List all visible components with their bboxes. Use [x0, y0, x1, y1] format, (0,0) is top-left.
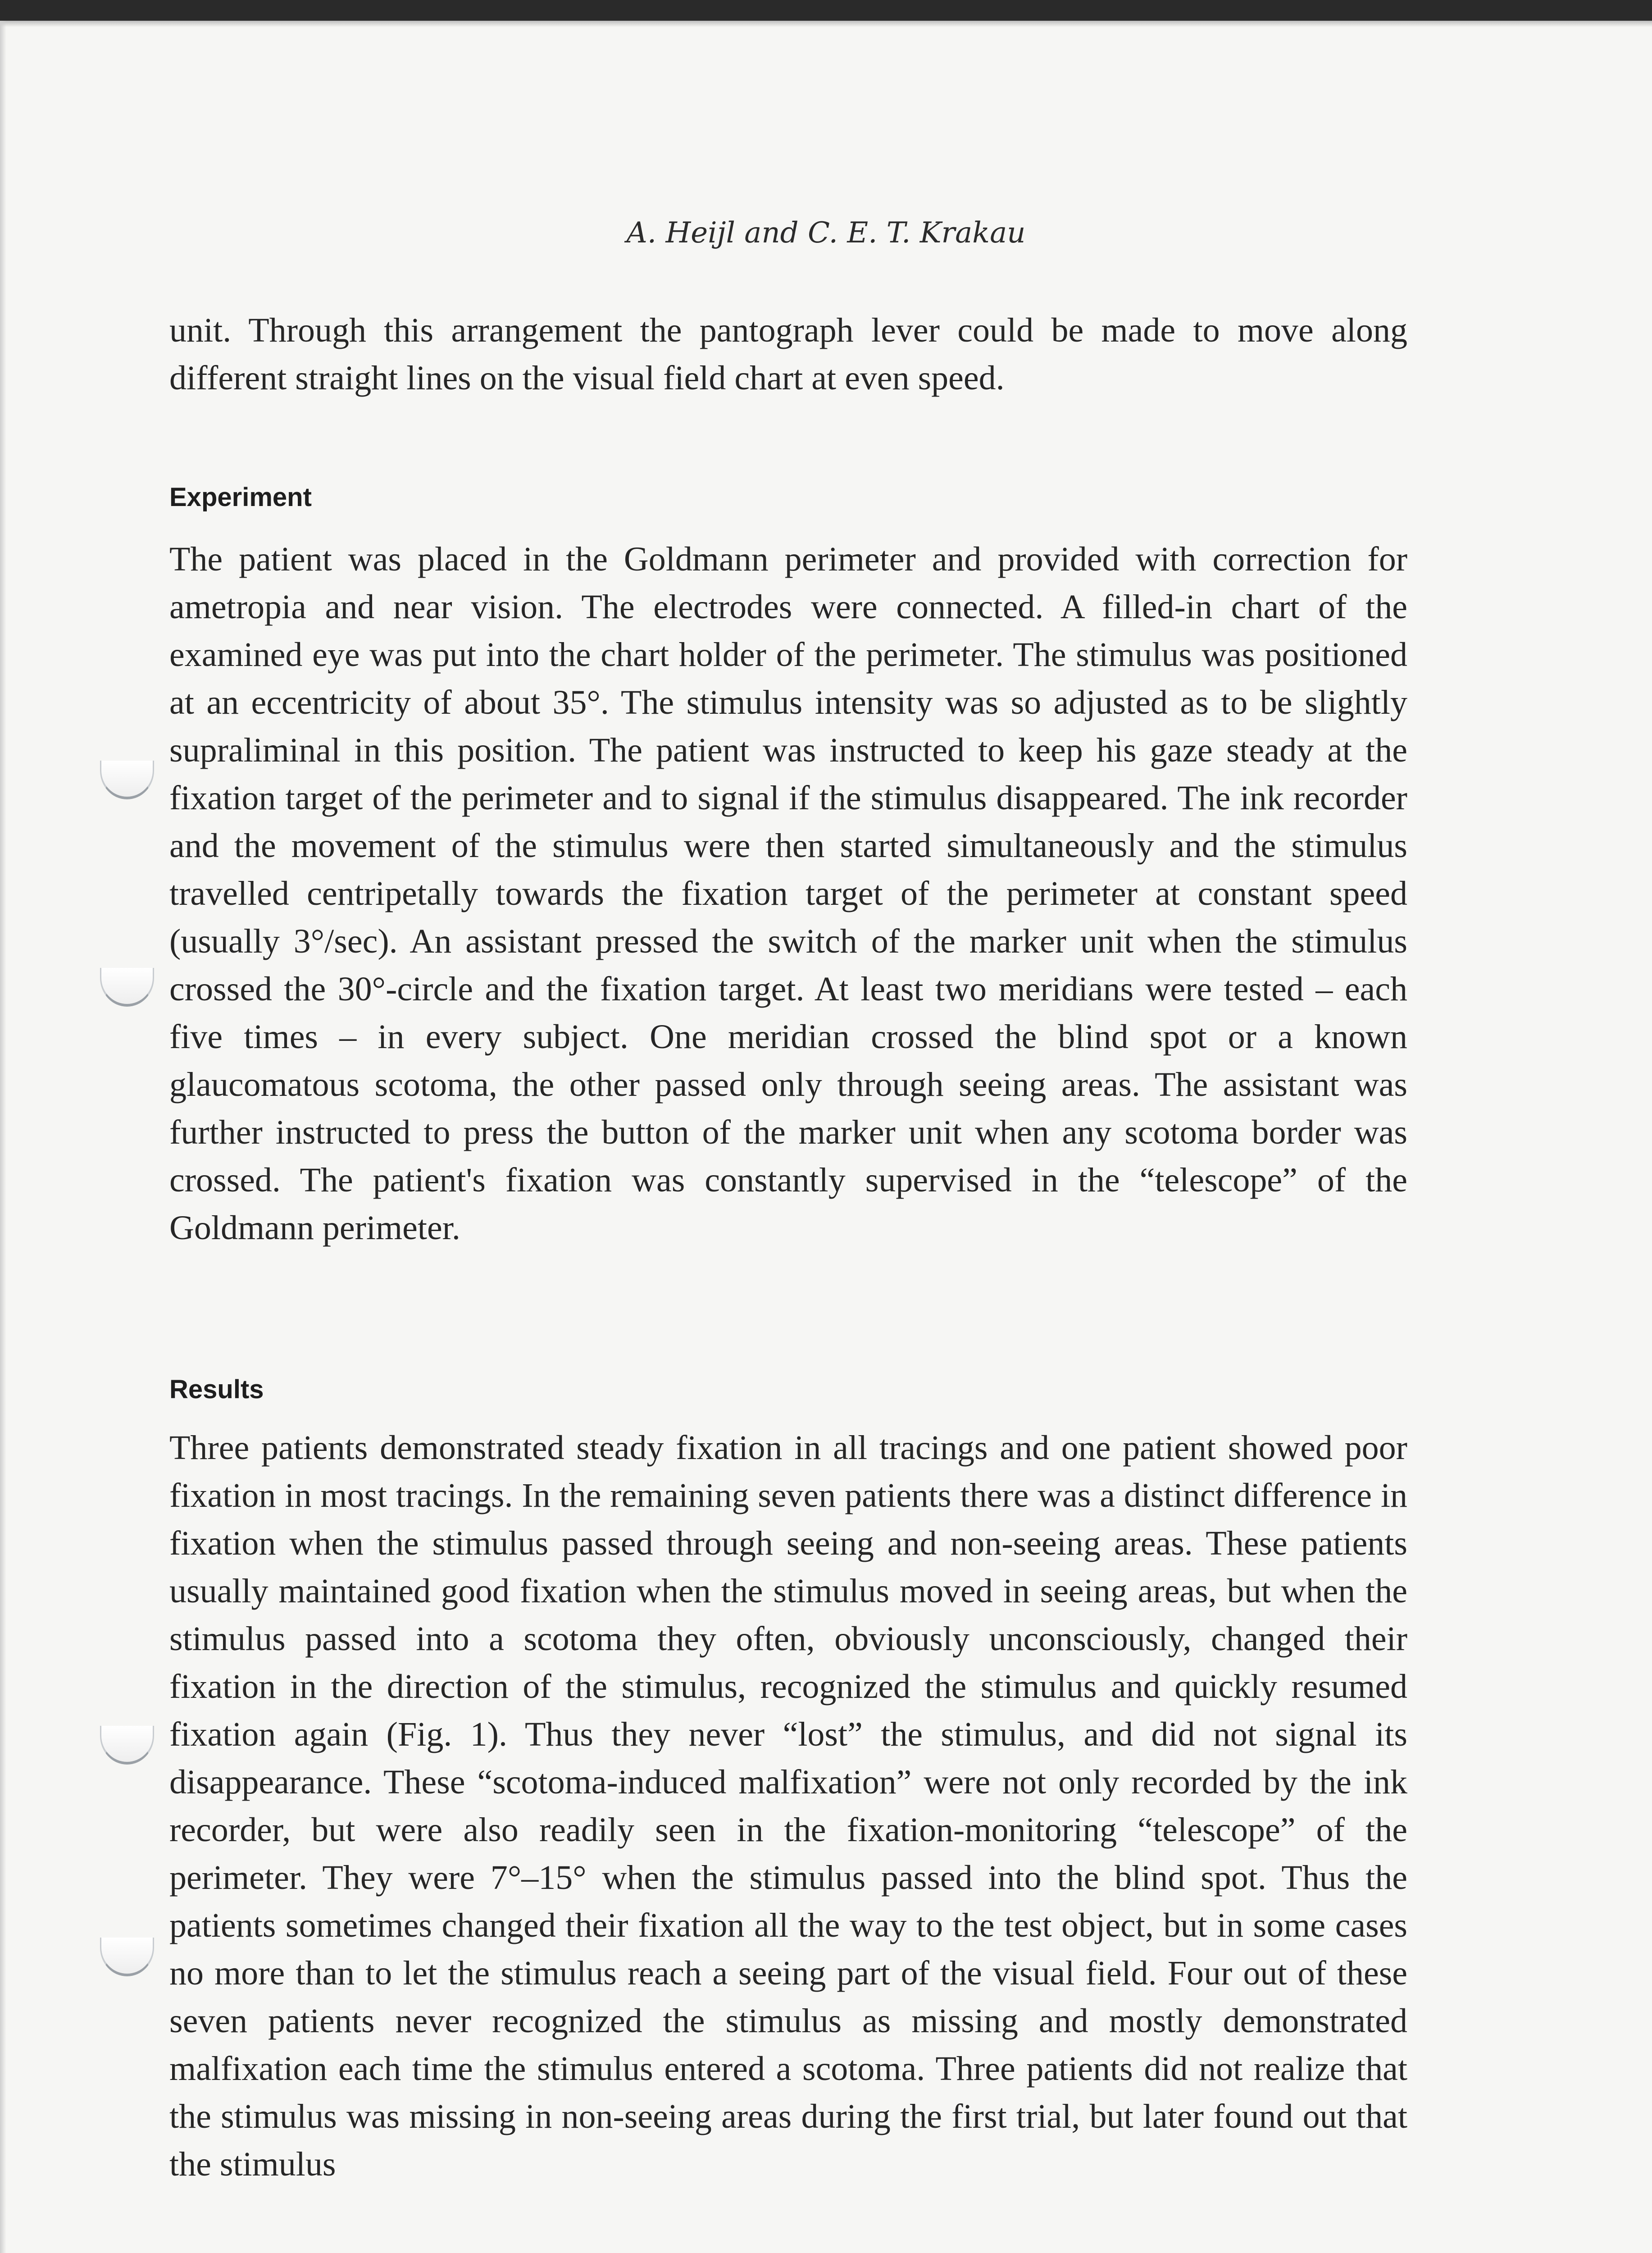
results-paragraph: Three patients demonstrated steady fixation in all tracings and one patient showed poor fixation in most tracings. In the remaining seven patients there was a distinct difference in fixation when the stimulus passed through seeing and non-seeing areas. These patients usually maintained good fixation when the stimulus moved in seeing areas, but when the stimulus passed into a scotoma they often, obviously unconsciously, changed their fixation in the direction of the stimulus, recognized the stimulus and quickly resumed fixation again (Fig. 1). Thus they never “lost” the stimulus, and did not signal its disappearance. These “scotoma-induced malfixation” were not only recorded by the ink recorder, but were also readily seen in the fixation-monitoring “telescope” of the perimeter. They were 7°–15° when the stimulus passed into the blind spot. Thus the patients sometimes changed their fixation all the way to the test object, but in some cases no more than to let the stimulus reach a seeing part of the visual field. Four out of these seven patients never recognized the stimulus as missing and mostly demonstrated malfixation each time the stimulus entered a scotoma. Three patients did not realize that the stimulus was missing in non-seeing areas during the first trial, but later found out that the stimulus: [169, 1429, 1407, 2183]
punch-hole-icon: [100, 1938, 154, 1976]
page-left-edge: [0, 21, 6, 2253]
experiment-paragraph: The patient was placed in the Goldmann perimeter and provided with correction for ametropia and near vision. The electrodes were connected. A filled-in chart of the examined eye was put into the chart holder of the perimeter. The stimulus was positioned at an eccentricity of about 35°. The stimulus intensity was so adjusted as to be slightly supraliminal in this position. The patient was instructed to keep his gaze steady at the fixation target of the perimeter and to signal if the stimulus disappeared. The ink recorder and the movement of the stimulus were then started simultaneously and the stimulus travelled centripetally towards the fixation target of the perimeter at constant speed (usually 3°/sec). An assistant pressed the switch of the marker unit when the stimulus crossed the 30°-circle and the fixation target. At least two meridians were tested – each five times – in every subject. One meridian crossed the blind spot or a known glaucomatous scotoma, the other passed only through seeing areas. The assistant was further instructed to press the button of the marker unit when any scotoma border was crossed. The patient's fixation was constantly supervised in the “telescope” of the Goldmann perimeter.: [169, 540, 1407, 1247]
intro-paragraph: unit. Through this arrangement the pantograph lever could be made to move along different straight lines on the visual field chart at even speed.: [169, 311, 1407, 397]
punch-hole-icon: [100, 968, 154, 1007]
punch-hole-icon: [100, 761, 154, 799]
results-heading: Results: [169, 1375, 264, 1404]
page-top-border: [0, 0, 1652, 21]
running-head: A. Heijl and C. E. T. Krakau: [626, 216, 1026, 250]
experiment-heading: Experiment: [169, 483, 312, 512]
punch-hole-icon: [100, 1726, 154, 1765]
